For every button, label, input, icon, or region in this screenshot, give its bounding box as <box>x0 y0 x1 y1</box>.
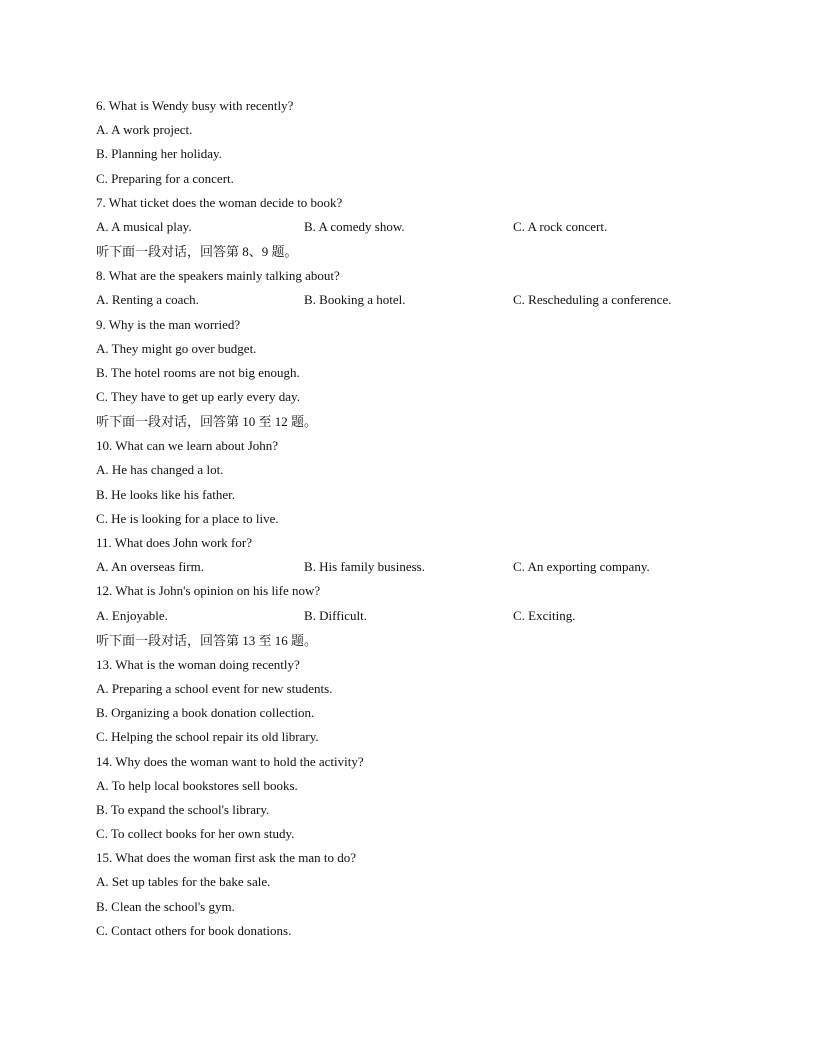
question-text: 8. What are the speakers mainly talking about? <box>96 268 340 284</box>
question-text: 11. What does John work for? <box>96 535 252 550</box>
answer-option: A. An overseas firm. <box>96 559 204 575</box>
answer-option: C. Helping the school repair its old library. <box>96 729 319 745</box>
answer-option: C. An exporting company. <box>513 559 650 575</box>
exam-page <box>96 94 736 943</box>
answer-option: B. Booking a hotel. <box>304 292 406 308</box>
answer-option: C. A rock concert. <box>513 218 608 234</box>
answer-option: A. A musical play. <box>96 218 192 234</box>
answer-option: C. Contact others for book donations. <box>96 922 292 938</box>
answer-options-row <box>96 604 736 628</box>
answer-option: C. Rescheduling a conference. <box>513 292 672 308</box>
section-instruction: 听下面一段对话，回答第 10 至 12 题。 <box>96 414 318 430</box>
answer-option: C. Preparing for a concert. <box>96 170 234 186</box>
answer-option: A. A work project. <box>96 122 193 138</box>
answer-option: B. Organizing a book donation collection. <box>96 705 315 721</box>
answer-option: B. His family business. <box>304 559 425 575</box>
answer-option: A. Enjoyable. <box>96 607 168 623</box>
answer-option: B. Planning her holiday. <box>96 146 222 162</box>
answer-option: C. They have to get up early every day. <box>96 389 300 405</box>
answer-options-row <box>96 288 736 312</box>
section-instruction: 听下面一段对话，回答第 13 至 16 题。 <box>96 632 318 648</box>
answer-option: A. Set up tables for the bake sale. <box>96 874 271 890</box>
question-text: 13. What is the woman doing recently? <box>96 656 300 672</box>
answer-option: A. Renting a coach. <box>96 292 199 308</box>
question-text: 15. What does the woman first ask the man to do? <box>96 850 357 866</box>
question-text: 12. What is John's opinion on his life now? <box>96 583 321 599</box>
answer-option: B. Difficult. <box>304 607 367 623</box>
answer-options-row <box>96 555 736 579</box>
question-text: 6. What is Wendy busy with recently? <box>96 98 294 113</box>
answer-option: C. To collect books for her own study. <box>96 826 295 842</box>
answer-option: B. To expand the school's library. <box>96 801 270 817</box>
answer-option: B. Clean the school's gym. <box>96 898 235 914</box>
answer-option: B. The hotel rooms are not big enough. <box>96 364 300 380</box>
question-text: 14. Why does the woman want to hold the activity? <box>96 753 364 769</box>
question-text: 10. What can we learn about John? <box>96 438 279 454</box>
answer-options-row <box>96 215 736 239</box>
answer-option: B. He looks like his father. <box>96 486 236 502</box>
answer-option: C. Exciting. <box>513 607 576 623</box>
answer-option: A. They might go over budget. <box>96 340 257 356</box>
answer-option: C. He is looking for a place to live. <box>96 510 279 526</box>
question-text: 7. What ticket does the woman decide to book? <box>96 194 343 210</box>
question-text: 9. Why is the man worried? <box>96 316 241 332</box>
answer-option: A. He has changed a lot. <box>96 462 224 478</box>
section-instruction: 听下面一段对话，回答第 8、9 题。 <box>96 244 298 260</box>
answer-option: B. A comedy show. <box>304 218 405 234</box>
answer-option: A. To help local bookstores sell books. <box>96 777 298 793</box>
answer-option: A. Preparing a school event for new students. <box>96 680 333 696</box>
